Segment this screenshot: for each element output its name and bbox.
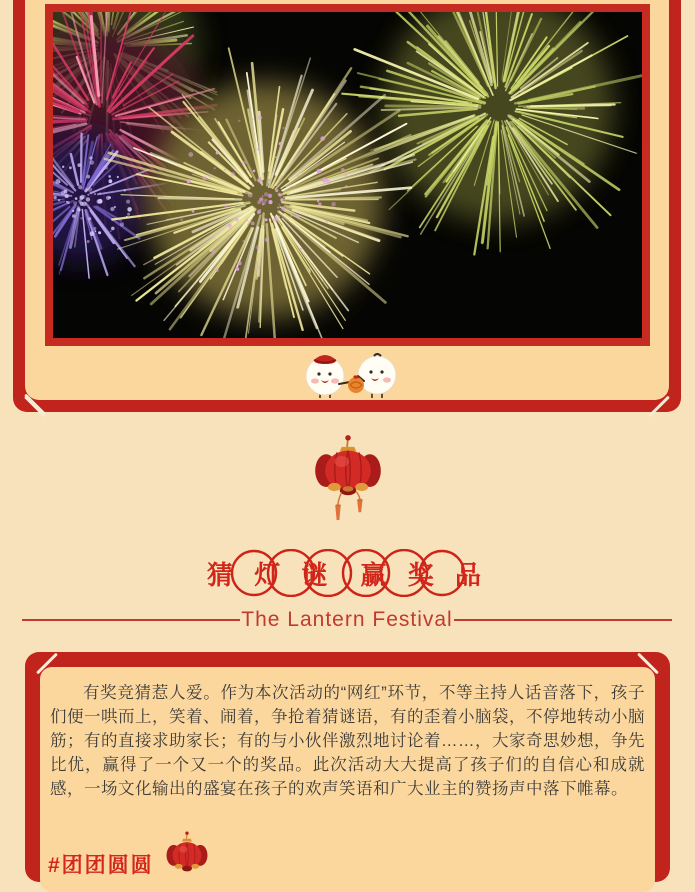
red-lantern-illustration	[307, 434, 389, 520]
section-title-left: 猜 灯 谜	[207, 555, 334, 592]
divider-line-right	[454, 619, 672, 621]
article-paragraph: 有奖竞猜惹人爱。作为本次活动的“网红”环节，不等主持人话音落下，孩子们便一哄而上，笑着、闹着，争抢着猜谜语，有的歪着小脑袋，不停地转动小脑筋；有的直接求助家长；有的与小伙伴激烈地讨论着……，大家奇思妙想，争先比优，赢得了一个又一个的奖品。此次活动大大提高了孩子们的自信心和成就感，一场文化输出的盛宴在孩子的欢声笑语和广大业主的赞扬声中落下帷幕。	[40, 667, 655, 801]
hashtag-label[interactable]: #团团圆圆	[48, 849, 154, 879]
tangyuan-mascots-illustration	[292, 348, 402, 400]
fireworks-illustration	[53, 12, 642, 338]
divider-line-left	[22, 619, 240, 621]
section-title	[230, 549, 466, 597]
section-title-banner	[230, 549, 466, 597]
festival-subtitle: The Lantern Festival	[240, 608, 453, 632]
hero-card	[13, 0, 681, 412]
hero-inner-panel	[25, 0, 669, 400]
fireworks-photo[interactable]	[45, 4, 650, 346]
article-card	[25, 652, 670, 882]
hashtag-row	[48, 823, 655, 869]
red-lantern-small-illustration	[156, 831, 218, 883]
festival-divider	[22, 606, 672, 634]
section-title-right: 赢 奖 品	[361, 555, 488, 592]
article-inner-panel	[40, 667, 655, 892]
